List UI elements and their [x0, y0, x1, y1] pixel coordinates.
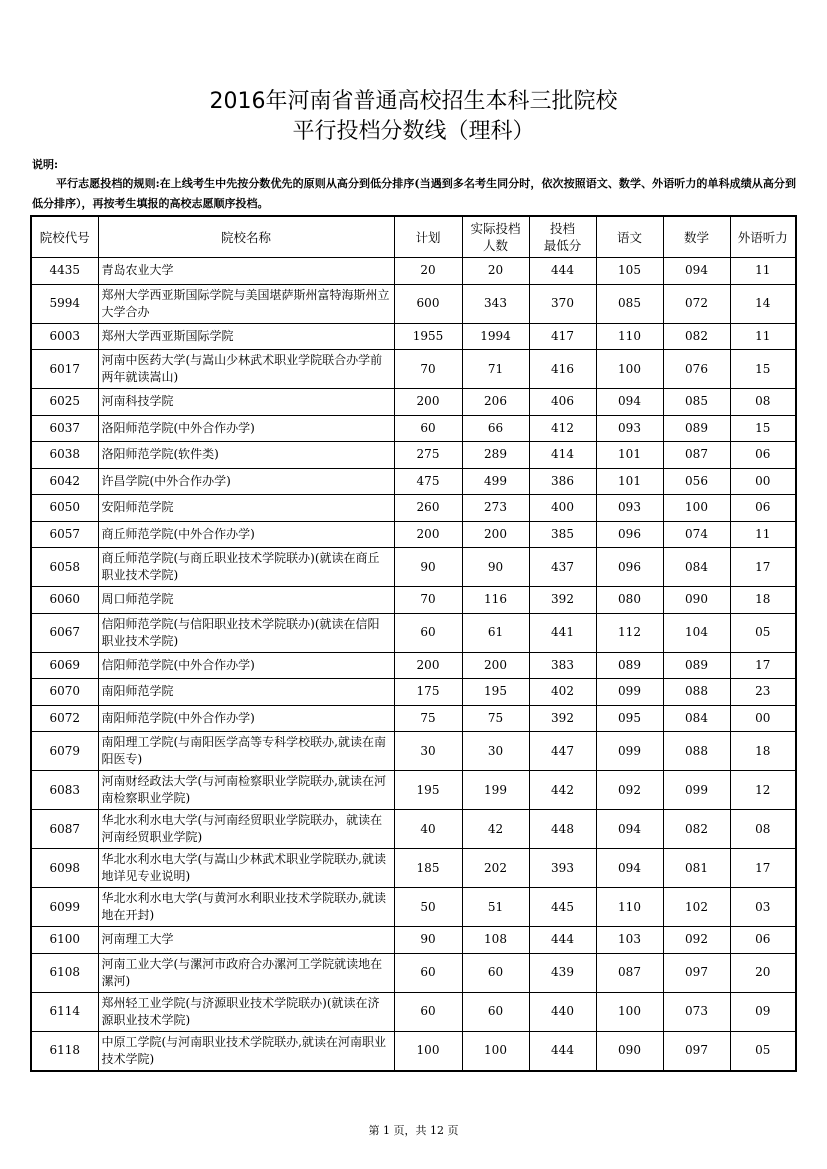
cell-chinese: 096 [596, 548, 663, 587]
cell-actual: 273 [462, 495, 529, 522]
cell-listening: 20 [730, 953, 796, 992]
cell-math: 097 [663, 953, 730, 992]
cell-code: 6098 [31, 849, 98, 888]
cell-name: 南阳师范学院(中外合作办学) [98, 705, 394, 732]
cell-name: 河南理工大学 [98, 927, 394, 954]
cell-plan: 70 [394, 350, 462, 389]
cell-listening: 11 [730, 521, 796, 548]
cell-math: 100 [663, 495, 730, 522]
cell-code: 6017 [31, 350, 98, 389]
cell-name: 青岛农业大学 [98, 258, 394, 285]
cell-code: 6083 [31, 771, 98, 810]
header-min-score [529, 216, 596, 258]
cell-chinese: 094 [596, 849, 663, 888]
cell-chinese: 110 [596, 323, 663, 350]
table-row [31, 652, 796, 679]
cell-plan: 175 [394, 679, 462, 706]
table-row [31, 389, 796, 416]
cell-code: 6042 [31, 468, 98, 495]
header-name: 院校名称 [98, 216, 394, 258]
cell-code: 6050 [31, 495, 98, 522]
cell-actual: 51 [462, 888, 529, 927]
table-row [31, 258, 796, 285]
table-row [31, 548, 796, 587]
cell-actual: 199 [462, 771, 529, 810]
cell-chinese: 096 [596, 521, 663, 548]
page-title: 2016年河南省普通高校招生本科三批院校 [209, 89, 618, 114]
cell-min: 392 [529, 587, 596, 614]
cell-min: 441 [529, 613, 596, 652]
cell-name: 郑州轻工业学院(与济源职业技术学院联办)(就读在济源职业技术学院) [98, 992, 394, 1031]
cell-plan: 100 [394, 1031, 462, 1071]
cell-math: 073 [663, 992, 730, 1031]
cell-name: 华北水利水电大学(与嵩山少林武术职业学院联办,就读地详见专业说明) [98, 849, 394, 888]
cell-min: 392 [529, 705, 596, 732]
cell-chinese: 092 [596, 771, 663, 810]
cell-math: 104 [663, 613, 730, 652]
cell-min: 417 [529, 323, 596, 350]
cell-code: 6114 [31, 992, 98, 1031]
cell-plan: 70 [394, 587, 462, 614]
cell-math: 084 [663, 548, 730, 587]
cell-actual: 116 [462, 587, 529, 614]
cell-code: 6069 [31, 652, 98, 679]
cell-min: 437 [529, 548, 596, 587]
header-listening: 外语听力 [730, 216, 796, 258]
cell-actual: 195 [462, 679, 529, 706]
cell-listening: 11 [730, 323, 796, 350]
cell-plan: 90 [394, 927, 462, 954]
cell-min: 385 [529, 521, 596, 548]
cell-code: 6025 [31, 389, 98, 416]
cell-listening: 11 [730, 258, 796, 285]
cell-min: 370 [529, 284, 596, 323]
score-table [30, 215, 797, 1072]
cell-plan: 200 [394, 521, 462, 548]
table-row [31, 587, 796, 614]
cell-chinese: 103 [596, 927, 663, 954]
header-code: 院校代号 [31, 216, 98, 258]
cell-code: 6072 [31, 705, 98, 732]
cell-plan: 60 [394, 953, 462, 992]
cell-actual: 202 [462, 849, 529, 888]
table-row [31, 705, 796, 732]
table-row [31, 927, 796, 954]
cell-name: 河南工业大学(与漯河市政府合办漯河工学院就读地在漯河) [98, 953, 394, 992]
table-row [31, 888, 796, 927]
cell-actual: 71 [462, 350, 529, 389]
page-footer: 第 1 页，共 12 页 [368, 1124, 459, 1137]
cell-actual: 66 [462, 415, 529, 442]
cell-name: 洛阳师范学院(软件类) [98, 442, 394, 469]
cell-chinese: 101 [596, 468, 663, 495]
table-row [31, 495, 796, 522]
cell-min: 439 [529, 953, 596, 992]
cell-min: 402 [529, 679, 596, 706]
cell-math: 089 [663, 415, 730, 442]
table-row [31, 1031, 796, 1071]
cell-plan: 75 [394, 705, 462, 732]
cell-math: 082 [663, 323, 730, 350]
table-row [31, 679, 796, 706]
cell-plan: 200 [394, 652, 462, 679]
cell-code: 6038 [31, 442, 98, 469]
header-chinese: 语文 [596, 216, 663, 258]
cell-chinese: 100 [596, 350, 663, 389]
table-header-row [31, 216, 796, 258]
cell-name: 中原工学院(与河南职业技术学院联办,就读在河南职业技术学院) [98, 1031, 394, 1071]
cell-min: 442 [529, 771, 596, 810]
table-row [31, 849, 796, 888]
cell-name: 南阳师范学院 [98, 679, 394, 706]
cell-code: 6108 [31, 953, 98, 992]
cell-math: 097 [663, 1031, 730, 1071]
cell-min: 448 [529, 810, 596, 849]
cell-code: 6100 [31, 927, 98, 954]
cell-name: 信阳师范学院(与信阳职业技术学院联办)(就读在信阳职业技术学院) [98, 613, 394, 652]
cell-chinese: 095 [596, 705, 663, 732]
cell-chinese: 105 [596, 258, 663, 285]
cell-chinese: 100 [596, 992, 663, 1031]
cell-name: 河南中医药大学(与嵩山少林武术职业学院联合办学前两年就读嵩山) [98, 350, 394, 389]
cell-name: 周口师范学院 [98, 587, 394, 614]
cell-min: 445 [529, 888, 596, 927]
cell-listening: 15 [730, 350, 796, 389]
cell-actual: 499 [462, 468, 529, 495]
cell-min: 447 [529, 732, 596, 771]
cell-math: 076 [663, 350, 730, 389]
cell-code: 6003 [31, 323, 98, 350]
cell-chinese: 099 [596, 679, 663, 706]
cell-actual: 75 [462, 705, 529, 732]
cell-name: 信阳师范学院(中外合作办学) [98, 652, 394, 679]
table-row [31, 953, 796, 992]
cell-min: 406 [529, 389, 596, 416]
cell-math: 074 [663, 521, 730, 548]
table-row [31, 732, 796, 771]
cell-code: 6087 [31, 810, 98, 849]
table-row [31, 323, 796, 350]
table-row [31, 521, 796, 548]
header-actual [462, 216, 529, 258]
cell-listening: 05 [730, 613, 796, 652]
cell-actual: 200 [462, 521, 529, 548]
cell-plan: 50 [394, 888, 462, 927]
table-row [31, 284, 796, 323]
cell-min: 400 [529, 495, 596, 522]
cell-actual: 42 [462, 810, 529, 849]
cell-listening: 18 [730, 587, 796, 614]
cell-listening: 08 [730, 389, 796, 416]
cell-listening: 03 [730, 888, 796, 927]
note-text: 平行志愿投档的规则:在上线考生中先按分数优先的原则从高分到低分排序(当遇到多名考生同分时，依次按照语文、数学、外语听力的单科成绩从高分到低分排序），再按考生填报的高校志愿顺序投档。 [32, 177, 796, 210]
note-label: 说明: [32, 158, 59, 171]
cell-plan: 185 [394, 849, 462, 888]
cell-chinese: 087 [596, 953, 663, 992]
table-row [31, 468, 796, 495]
cell-code: 6067 [31, 613, 98, 652]
cell-name: 安阳师范学院 [98, 495, 394, 522]
header-min-line2: 最低分 [543, 238, 582, 253]
cell-chinese: 099 [596, 732, 663, 771]
page-subtitle: 平行投档分数线（理科） [292, 119, 535, 144]
cell-min: 444 [529, 927, 596, 954]
cell-plan: 200 [394, 389, 462, 416]
cell-code: 5994 [31, 284, 98, 323]
cell-chinese: 090 [596, 1031, 663, 1071]
cell-math: 088 [663, 679, 730, 706]
cell-plan: 40 [394, 810, 462, 849]
cell-math: 094 [663, 258, 730, 285]
header-math: 数学 [663, 216, 730, 258]
cell-chinese: 101 [596, 442, 663, 469]
cell-name: 商丘师范学院(与商丘职业技术学院联办)(就读在商丘职业技术学院) [98, 548, 394, 587]
cell-plan: 275 [394, 442, 462, 469]
cell-name: 许昌学院(中外合作办学) [98, 468, 394, 495]
cell-actual: 206 [462, 389, 529, 416]
cell-chinese: 080 [596, 587, 663, 614]
cell-plan: 60 [394, 613, 462, 652]
cell-plan: 195 [394, 771, 462, 810]
cell-actual: 343 [462, 284, 529, 323]
cell-math: 085 [663, 389, 730, 416]
cell-listening: 17 [730, 652, 796, 679]
cell-code: 6058 [31, 548, 98, 587]
cell-listening: 00 [730, 705, 796, 732]
cell-code: 6118 [31, 1031, 98, 1071]
cell-math: 084 [663, 705, 730, 732]
cell-chinese: 093 [596, 415, 663, 442]
cell-min: 386 [529, 468, 596, 495]
cell-code: 6099 [31, 888, 98, 927]
cell-math: 088 [663, 732, 730, 771]
cell-code: 6037 [31, 415, 98, 442]
cell-min: 444 [529, 258, 596, 285]
cell-math: 099 [663, 771, 730, 810]
cell-math: 081 [663, 849, 730, 888]
cell-actual: 200 [462, 652, 529, 679]
cell-math: 089 [663, 652, 730, 679]
cell-actual: 1994 [462, 323, 529, 350]
cell-actual: 61 [462, 613, 529, 652]
cell-listening: 00 [730, 468, 796, 495]
cell-listening: 17 [730, 849, 796, 888]
cell-actual: 90 [462, 548, 529, 587]
cell-plan: 90 [394, 548, 462, 587]
cell-name: 华北水利水电大学(与黄河水利职业技术学院联办,就读地在开封) [98, 888, 394, 927]
cell-name: 商丘师范学院(中外合作办学) [98, 521, 394, 548]
cell-actual: 60 [462, 953, 529, 992]
cell-chinese: 112 [596, 613, 663, 652]
table-row [31, 613, 796, 652]
cell-actual: 108 [462, 927, 529, 954]
cell-listening: 06 [730, 442, 796, 469]
cell-min: 416 [529, 350, 596, 389]
cell-listening: 06 [730, 927, 796, 954]
cell-code: 6079 [31, 732, 98, 771]
cell-plan: 60 [394, 415, 462, 442]
cell-actual: 60 [462, 992, 529, 1031]
table-row [31, 771, 796, 810]
cell-listening: 18 [730, 732, 796, 771]
header-actual-line2: 人数 [482, 238, 508, 253]
cell-min: 444 [529, 1031, 596, 1071]
cell-chinese: 110 [596, 888, 663, 927]
cell-actual: 289 [462, 442, 529, 469]
header-actual-line1: 实际投档 [470, 221, 521, 236]
cell-math: 087 [663, 442, 730, 469]
cell-listening: 17 [730, 548, 796, 587]
cell-plan: 60 [394, 992, 462, 1031]
cell-chinese: 085 [596, 284, 663, 323]
cell-min: 383 [529, 652, 596, 679]
cell-math: 092 [663, 927, 730, 954]
table-row [31, 415, 796, 442]
cell-name: 洛阳师范学院(中外合作办学) [98, 415, 394, 442]
cell-name: 郑州大学西亚斯国际学院与美国堪萨斯州富特海斯州立大学合办 [98, 284, 394, 323]
cell-listening: 08 [730, 810, 796, 849]
cell-listening: 09 [730, 992, 796, 1031]
table-row [31, 810, 796, 849]
cell-plan: 260 [394, 495, 462, 522]
cell-name: 河南科技学院 [98, 389, 394, 416]
cell-plan: 475 [394, 468, 462, 495]
cell-name: 河南财经政法大学(与河南检察职业学院联办,就读在河南检察职业学院) [98, 771, 394, 810]
cell-actual: 30 [462, 732, 529, 771]
cell-math: 056 [663, 468, 730, 495]
cell-min: 393 [529, 849, 596, 888]
header-plan: 计划 [394, 216, 462, 258]
cell-plan: 600 [394, 284, 462, 323]
cell-min: 414 [529, 442, 596, 469]
cell-plan: 20 [394, 258, 462, 285]
header-min-line1: 投档 [549, 221, 575, 236]
cell-min: 412 [529, 415, 596, 442]
cell-chinese: 094 [596, 810, 663, 849]
cell-actual: 20 [462, 258, 529, 285]
cell-math: 090 [663, 587, 730, 614]
cell-name: 郑州大学西亚斯国际学院 [98, 323, 394, 350]
cell-plan: 1955 [394, 323, 462, 350]
cell-code: 6057 [31, 521, 98, 548]
cell-code: 4435 [31, 258, 98, 285]
cell-chinese: 089 [596, 652, 663, 679]
cell-listening: 14 [730, 284, 796, 323]
cell-listening: 15 [730, 415, 796, 442]
cell-actual: 100 [462, 1031, 529, 1071]
cell-plan: 30 [394, 732, 462, 771]
cell-code: 6070 [31, 679, 98, 706]
cell-listening: 06 [730, 495, 796, 522]
table-row [31, 350, 796, 389]
cell-listening: 05 [730, 1031, 796, 1071]
cell-chinese: 093 [596, 495, 663, 522]
cell-math: 072 [663, 284, 730, 323]
cell-listening: 12 [730, 771, 796, 810]
cell-name: 南阳理工学院(与南阳医学高等专科学校联办,就读在南阳医专) [98, 732, 394, 771]
cell-math: 082 [663, 810, 730, 849]
cell-listening: 23 [730, 679, 796, 706]
cell-math: 102 [663, 888, 730, 927]
cell-code: 6060 [31, 587, 98, 614]
cell-chinese: 094 [596, 389, 663, 416]
table-row [31, 992, 796, 1031]
cell-min: 440 [529, 992, 596, 1031]
table-row [31, 442, 796, 469]
cell-name: 华北水利水电大学(与河南经贸职业学院联办，就读在河南经贸职业学院) [98, 810, 394, 849]
